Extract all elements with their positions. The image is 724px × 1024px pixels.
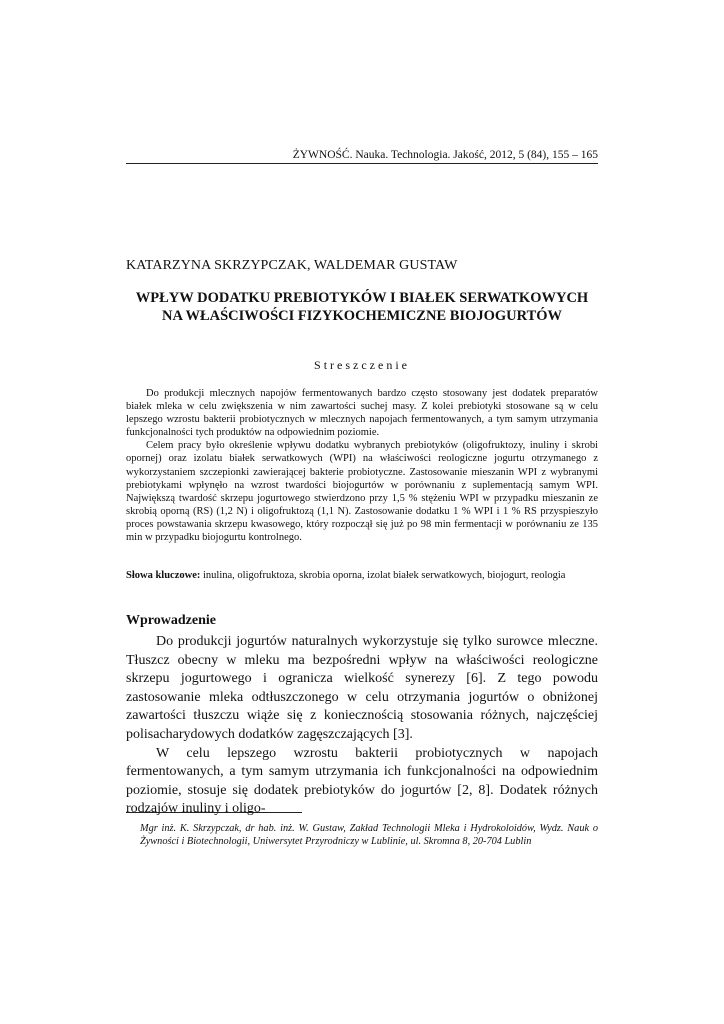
introduction-paragraph: Do produkcji jogurtów naturalnych wykorzystuje się tylko surowce mleczne. Tłuszcz obecny w mleku ma bezpośredni wpływ na właściwości reologiczne skrzepu jogurtowego i ogranicza wielkość synerezy [6]. Z tego powodu zastosowanie mleka odtłuszczonego w celu otrzymania jogurtów o obniżonej zawartości tłuszczu wiąże się z koniecznością stosowania różnych, najczęściej polisacharydowych dodatków zagęszczających [3]. [126, 634, 598, 742]
article-title-line-2: NA WŁAŚCIWOŚCI FIZYKOCHEMICZNE BIOJOGURTÓW [161, 308, 563, 324]
article-title [126, 289, 598, 325]
introduction-body [126, 633, 598, 819]
article-title-line-1: WPŁYW DODATKU PREBIOTYKÓW I BIAŁEK SERWATKOWYCH [135, 290, 589, 306]
keywords-text: inulina, oligofruktoza, skrobia oporna, izolat białek serwatkowych, biojogurt, reologia [200, 570, 566, 581]
abstract-paragraph: Celem pracy było określenie wpływu dodatku wybranych prebiotyków (oligofruktozy, inuliny i skrobi opornej) oraz izolatu białek serwatkowych (WPI) na właściwości reologiczne jogurtu otrzymanego z wykorzystaniem szczepionki zawierającej bakterie probiotyczne. Zastosowanie mieszanin WPI z wybranymi prebiotykami wpłynęło na wzrost twardości biojogurtów w porównaniu z suplementacją samym WPI. Największą twardość skrzepu jogurtowego stwierdzono przy 1,5 % stężeniu WPI w przypadku mieszanin ze skrobią oporną (RS) (1,2 N) i oligofruktozą (1,1 N). Zastosowanie dodatku 1 % WPI i 1 % RS przyspieszyło proces powstawania skrzepu kwasowego, który rozpoczął się już po 98 min fermentacji w porównaniu ze 135 min w przypadku biojogurtu kontrolnego. [126, 440, 598, 544]
footnote-divider [126, 812, 302, 813]
abstract-heading: Streszczenie [314, 358, 410, 372]
authors-line: KATARZYNA SKRZYPCZAK, WALDEMAR GUSTAW [126, 258, 458, 273]
section-heading-introduction: Wprowadzenie [126, 613, 216, 628]
abstract-body [126, 387, 598, 544]
header-divider [126, 163, 598, 164]
keywords-label: Słowa kluczowe: [126, 570, 201, 581]
journal-header: ŻYWNOŚĆ. Nauka. Technologia. Jakość, 2012, 5 (84), 155 – 165 [292, 149, 598, 161]
abstract-paragraph: Do produkcji mlecznych napojów fermentowanych bardzo często stosowany jest dodatek preparatów białek mleka w celu zwiększenia w nim zawartości suchej masy. Z kolei prebiotyki stosowane są w celu lepszego wzrostu bakterii probiotycznych w mlecznych napojach fermentowanych, a tym samym utrzymania funkcjonalności tych produktów na odpowiednim poziomie. [126, 388, 598, 439]
introduction-paragraph: W celu lepszego wzrostu bakterii probiotycznych w napojach fermentowanych, a tym samym utrzymania ich funkcjonalności na odpowiednim poziomie, stosuje się dodatek prebiotyków do jogurtów [2, 8]. Dodatek różnych rodzajów inuliny i oligo- [126, 745, 598, 817]
keywords-line [126, 569, 598, 582]
author-affiliation-footnote: Mgr inż. K. Skrzypczak, dr hab. inż. W. Gustaw, Zakład Technologii Mleka i Hydrokoloidów, Wydz. Nauk o Żywności i Biotechnologii, Uniwersytet Przyrodniczy w Lublinie, ul. Skromna 8, 20-704 Lublin [140, 823, 598, 848]
